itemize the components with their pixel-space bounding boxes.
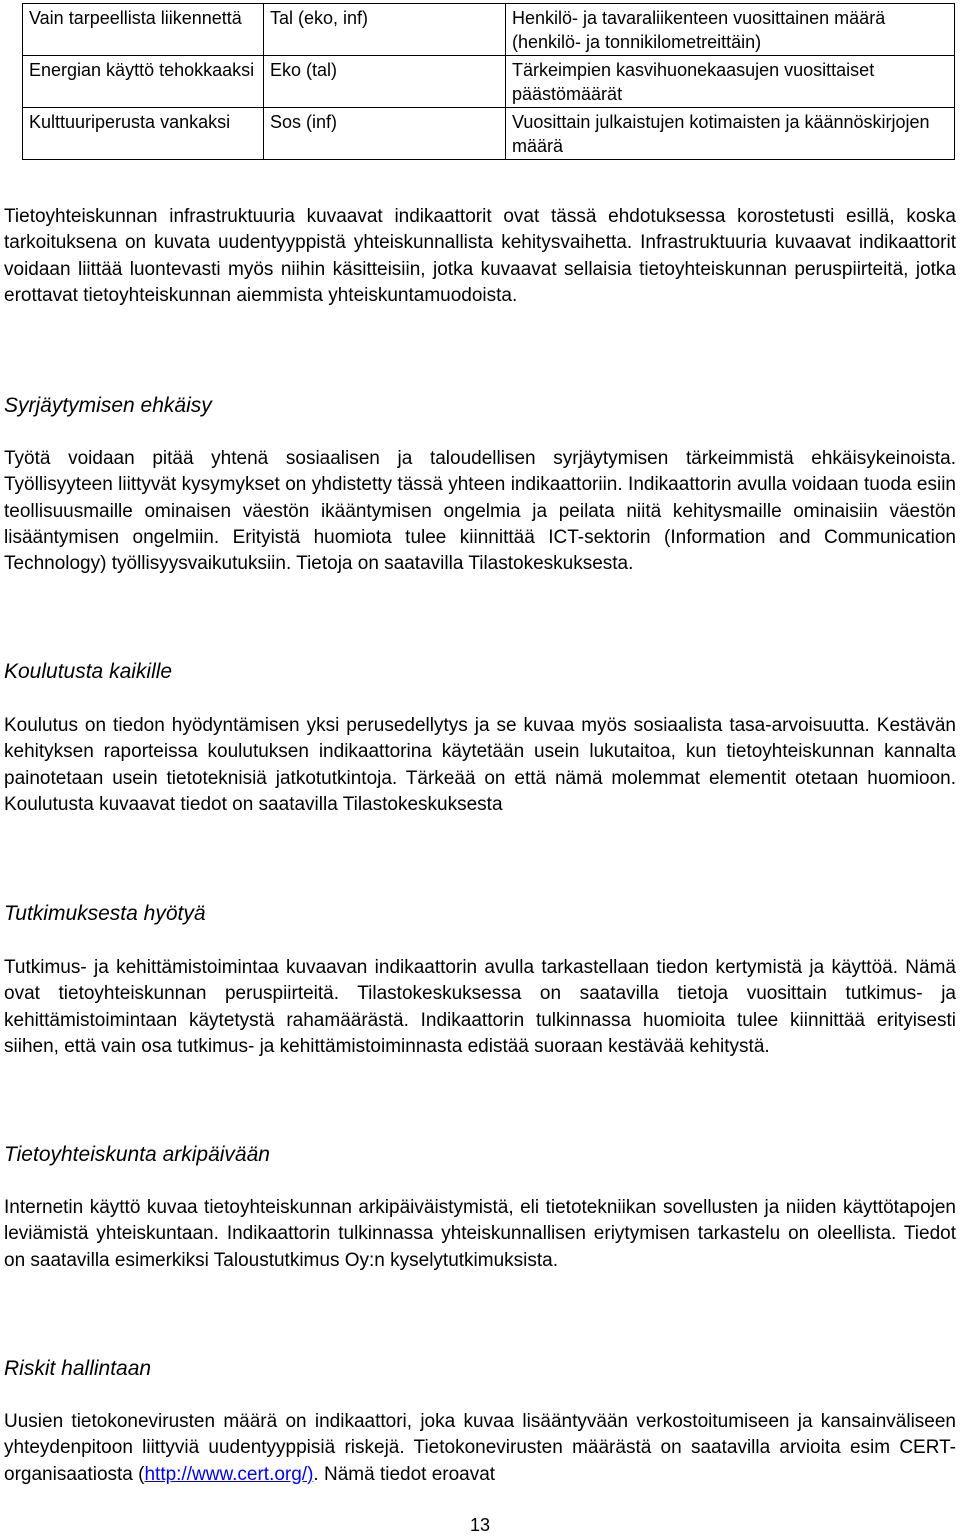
section-heading: Riskit hallintaan	[4, 1357, 152, 1380]
cert-link[interactable]: http://www.cert.org/)	[144, 1463, 314, 1485]
intro-paragraph: Tietoyhteiskunnan infrastruktuuria kuvaavat indikaattorit ovat tässä ehdotuksessa korostetusti esillä, koska tarkoituksena on kuvata uudentyyppistä yhteiskunnallista kehitysvaihetta. Infrastruktuuria kuvaavat indikaattorit voidaan liittää luontevasti myös niihin käsitteisiin, jotka kuvaavat sellaisia tietoyhteiskunnan peruspiirteitä, jotka erottavat tietoyhteiskunnan aiemmista yhteiskuntamuodoista.	[4, 206, 956, 306]
table-row	[23, 108, 955, 160]
section-heading: Syrjäytymisen ehkäisy	[4, 394, 212, 417]
paragraph-text: Uusien tietokonevirusten määrä on indikaattori, joka kuvaa lisääntyvään verkostoitumiseen ja kansainväliseen yhteydenpitoon liittyviä uudentyyppisiä riskejä. Tietokonevirusten määrästä on saatavilla arvioita esim CERT-organisaatiosta (	[4, 1411, 956, 1485]
section-paragraph	[4, 1409, 956, 1488]
section-paragraph: Tutkimus- ja kehittämistoimintaa kuvaavan indikaattorin avulla tarkastellaan tiedon kertymistä ja käyttöä. Nämä ovat tietoyhteiskunnan peruspiirteitä. Tilastokeskuksessa on saatavilla tietoja vuosittain tutkimus- ja kehittämistoimintaan käytetystä rahamäärästä. Indikaattorin tulkinnassa huomioita tulee kiinnittää erityisesti siihen, että vain osa tutkimus- ja kehittämistoiminnasta edistää suoraan kestävää kehitystä.	[4, 957, 956, 1057]
section-paragraph: Koulutus on tiedon hyödyntämisen yksi perusedellytys ja se kuvaa myös sosiaalista tasa-arvoisuutta. Kestävän kehityksen raporteissa koulutuksen indikaattorina käytetään usein lukutaitoa, kun tietoyhteiskunnan kannalta painotetaan usein tietoteknisiä jatkotutkintoja. Tärkeää on että nämä molemmat elementit otetaan huomioon. Koulutusta kuvaavat tiedot on saatavilla Tilastokeskuksesta	[4, 715, 956, 815]
section-heading: Tietoyhteiskunta arkipäivään	[4, 1143, 270, 1166]
section-heading: Koulutusta kaikille	[4, 660, 173, 683]
table-cell-goal: Kulttuuriperusta vankaksi	[23, 108, 264, 160]
table-cell-dimension: Eko (tal)	[264, 56, 506, 108]
table-row	[23, 4, 955, 56]
table-cell-dimension: Tal (eko, inf)	[264, 4, 506, 56]
table-cell-indicator: Vuosittain julkaistujen kotimaisten ja käännöskirjojen määrä	[506, 108, 955, 160]
table-cell-indicator: Tärkeimpien kasvihuonekaasujen vuosittaiset päästömäärät	[506, 56, 955, 108]
paragraph-text: . Nämä tiedot eroavat	[313, 1463, 496, 1485]
table-cell-dimension: Sos (inf)	[264, 108, 506, 160]
section-paragraph: Internetin käyttö kuvaa tietoyhteiskunnan arkipäiväistymistä, eli tietotekniikan sovellusten ja niiden käyttötapojen leviämistä yhteiskuntaan. Indikaattorin tulkinnassa yhteiskunnallisen eriytymisen tarkastelu on oleellista. Tiedot on saatavilla esimerkiksi Taloustutkimus Oy:n kyselytutkimuksista.	[4, 1197, 956, 1271]
table-row	[23, 56, 955, 108]
indicator-table	[22, 3, 955, 160]
page-number: 13	[469, 1515, 491, 1535]
table-cell-goal: Vain tarpeellista liikennettä	[23, 4, 264, 56]
section-paragraph: Työtä voidaan pitää yhtenä sosiaalisen ja taloudellisen syrjäytymisen tärkeimmistä ehkäisykeinoista. Työllisyyteen liittyvät kysymykset on yhdistetty tässä yhteen indikaattoriin. Indikaattorin avulla voidaan tuoda esiin teollisuusmaille ominaisen väestön ikääntymisen ongelmia ja peilata niitä kehitysmaille ominaisiin väestön lisääntymisen ongelmiin. Erityistä huomiota tulee kiinnittää ICT-sektorin (Information and Communication Technology) työllisyysvaikutuksiin. Tietoja on saatavilla Tilastokeskuksesta.	[4, 448, 956, 575]
table-cell-goal: Energian käyttö tehokkaaksi	[23, 56, 264, 108]
section-heading: Tutkimuksesta hyötyä	[4, 902, 206, 925]
table-cell-indicator: Henkilö- ja tavaraliikenteen vuosittainen määrä (henkilö- ja tonnikilometreittäin)	[506, 4, 955, 56]
